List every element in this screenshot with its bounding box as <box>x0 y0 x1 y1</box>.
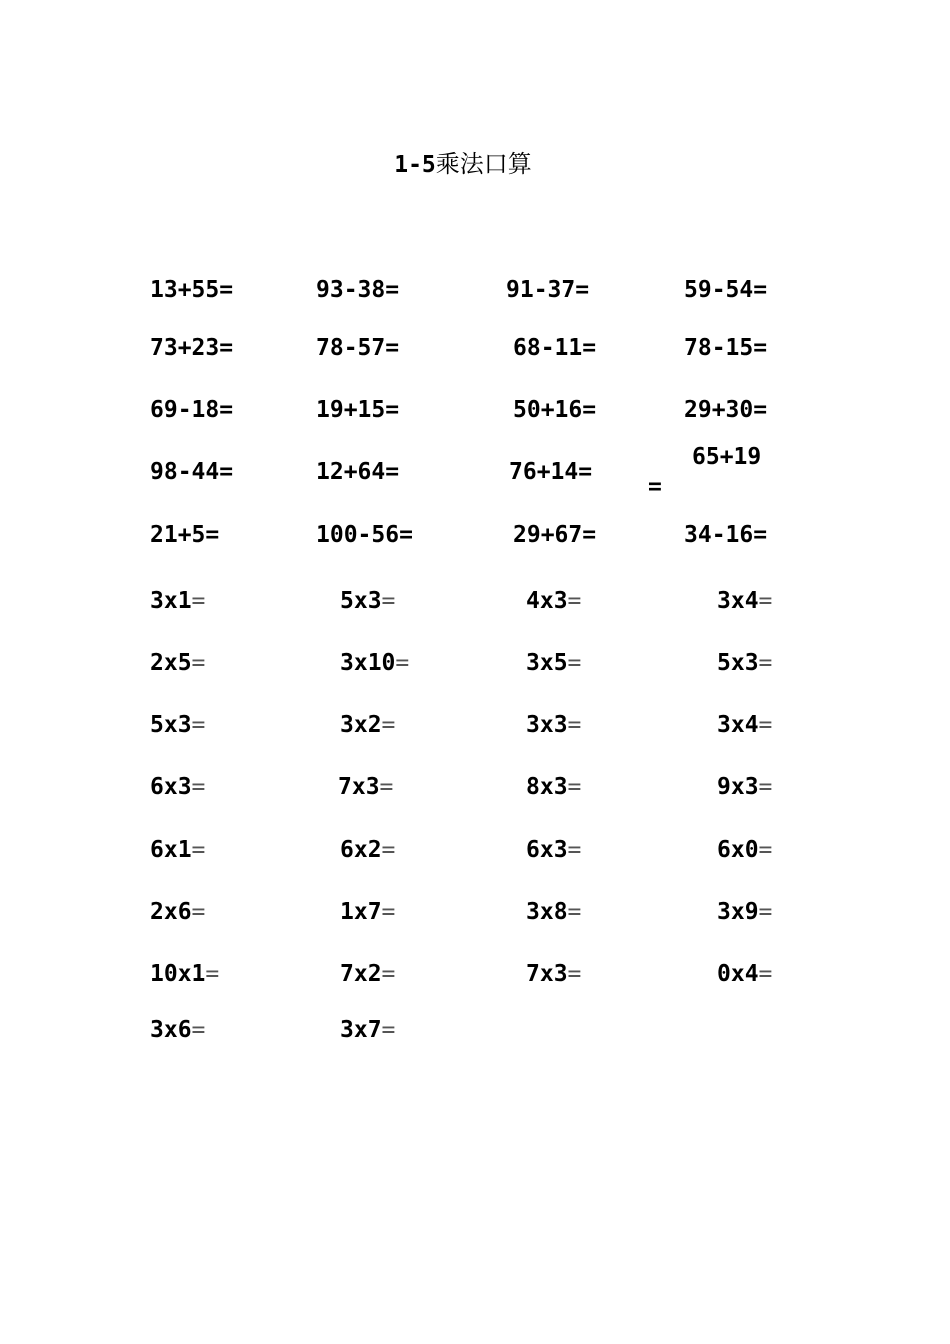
equals-sign: = <box>191 650 206 676</box>
multiplication-problem <box>526 960 581 988</box>
addition-problem: 100-56= <box>316 522 413 548</box>
multiplication-expression: 7x3 <box>338 774 380 800</box>
equals-sign: = <box>567 774 582 800</box>
multiplication-expression: 6x1 <box>150 837 192 863</box>
multiplication-problem <box>150 711 205 739</box>
equals-sign: = <box>381 837 396 863</box>
multiplication-expression: 6x3 <box>526 837 568 863</box>
multiplication-expression: 5x3 <box>717 650 759 676</box>
addition-problem: 78-57= <box>316 335 400 361</box>
equals-sign: = <box>758 961 773 987</box>
multiplication-expression: 0x4 <box>717 961 759 987</box>
multiplication-expression: 2x6 <box>150 899 192 925</box>
addition-problem: 29+30= <box>684 397 768 423</box>
page-title <box>0 148 926 181</box>
multiplication-problem <box>717 836 772 864</box>
multiplication-problem <box>717 773 772 801</box>
multiplication-expression: 5x3 <box>340 588 382 614</box>
multiplication-expression: 2x5 <box>150 650 192 676</box>
multiplication-problem <box>150 960 219 988</box>
equals-sign: = <box>205 961 220 987</box>
multiplication-expression: 3x8 <box>526 899 568 925</box>
addition-problem: 78-15= <box>684 335 768 361</box>
equals-sign: = <box>758 899 773 925</box>
multiplication-problem <box>526 711 581 739</box>
multiplication-problem <box>526 649 581 677</box>
multiplication-expression: 3x2 <box>340 712 382 738</box>
equals-sign: = <box>381 588 396 614</box>
multiplication-expression: 3x10 <box>340 650 396 676</box>
multiplication-expression: 10x1 <box>150 961 206 987</box>
multiplication-problem <box>340 649 409 677</box>
multiplication-problem <box>338 773 393 801</box>
multiplication-expression: 1x7 <box>340 899 382 925</box>
multiplication-expression: 3x4 <box>717 588 759 614</box>
multiplication-problem <box>526 836 581 864</box>
multiplication-expression: 3x6 <box>150 1017 192 1043</box>
multiplication-expression: 3x4 <box>717 712 759 738</box>
multiplication-problem <box>150 773 205 801</box>
equals-sign: = <box>567 588 582 614</box>
multiplication-expression: 3x1 <box>150 588 192 614</box>
addition-problem: 76+14= <box>509 459 593 485</box>
equals-sign: = <box>381 899 396 925</box>
multiplication-problem <box>150 836 205 864</box>
addition-problem: 65+19 <box>692 444 762 470</box>
equals-sign: = <box>379 774 394 800</box>
multiplication-expression: 9x3 <box>717 774 759 800</box>
equals-sign: = <box>381 961 396 987</box>
multiplication-expression: 3x9 <box>717 899 759 925</box>
equals-sign: = <box>758 650 773 676</box>
wrapped-equals-sign: = <box>648 474 662 500</box>
title-text: 乘法口算 <box>435 150 532 178</box>
multiplication-expression: 6x3 <box>150 774 192 800</box>
addition-problem: 93-38= <box>316 277 400 303</box>
addition-problem: 91-37= <box>506 277 590 303</box>
multiplication-problem <box>340 898 395 926</box>
addition-problem: 59-54= <box>684 277 768 303</box>
multiplication-problem <box>526 773 581 801</box>
equals-sign: = <box>758 588 773 614</box>
addition-problem: 12+64= <box>316 459 400 485</box>
equals-sign: = <box>381 1017 396 1043</box>
addition-problem: 68-11= <box>513 335 597 361</box>
equals-sign: = <box>567 961 582 987</box>
multiplication-problem <box>340 587 395 615</box>
multiplication-problem <box>717 587 772 615</box>
equals-sign: = <box>567 837 582 863</box>
equals-sign: = <box>191 588 206 614</box>
equals-sign: = <box>567 899 582 925</box>
equals-sign: = <box>191 837 206 863</box>
multiplication-expression: 7x2 <box>340 961 382 987</box>
equals-sign: = <box>191 712 206 738</box>
multiplication-problem <box>150 1016 205 1044</box>
multiplication-problem <box>717 898 772 926</box>
addition-problem: 73+23= <box>150 335 234 361</box>
addition-problem: 50+16= <box>513 397 597 423</box>
multiplication-problem <box>340 960 395 988</box>
equals-sign: = <box>567 650 582 676</box>
multiplication-problem <box>526 587 581 615</box>
equals-sign: = <box>381 712 396 738</box>
multiplication-problem <box>526 898 581 926</box>
addition-problem: 19+15= <box>316 397 400 423</box>
multiplication-expression: 3x5 <box>526 650 568 676</box>
multiplication-problem <box>150 649 205 677</box>
addition-problem: 98-44= <box>150 459 234 485</box>
multiplication-problem <box>150 898 205 926</box>
addition-problem: 21+5= <box>150 522 220 548</box>
equals-sign: = <box>758 837 773 863</box>
equals-sign: = <box>191 774 206 800</box>
multiplication-problem <box>717 960 772 988</box>
multiplication-problem <box>717 711 772 739</box>
multiplication-problem <box>340 711 395 739</box>
addition-problem: 69-18= <box>150 397 234 423</box>
addition-problem: 13+55= <box>150 277 234 303</box>
equals-sign: = <box>191 899 206 925</box>
multiplication-problem <box>340 1016 395 1044</box>
multiplication-expression: 7x3 <box>526 961 568 987</box>
equals-sign: = <box>758 774 773 800</box>
multiplication-expression: 6x0 <box>717 837 759 863</box>
equals-sign: = <box>191 1017 206 1043</box>
multiplication-expression: 5x3 <box>150 712 192 738</box>
addition-problem: 29+67= <box>513 522 597 548</box>
equals-sign: = <box>395 650 410 676</box>
multiplication-expression: 3x7 <box>340 1017 382 1043</box>
multiplication-expression: 3x3 <box>526 712 568 738</box>
addition-problem: 34-16= <box>684 522 768 548</box>
title-number: 1-5 <box>394 152 436 178</box>
multiplication-expression: 4x3 <box>526 588 568 614</box>
multiplication-problem <box>717 649 772 677</box>
equals-sign: = <box>567 712 582 738</box>
equals-sign: = <box>758 712 773 738</box>
multiplication-expression: 8x3 <box>526 774 568 800</box>
multiplication-expression: 6x2 <box>340 837 382 863</box>
multiplication-problem <box>340 836 395 864</box>
multiplication-problem <box>150 587 205 615</box>
